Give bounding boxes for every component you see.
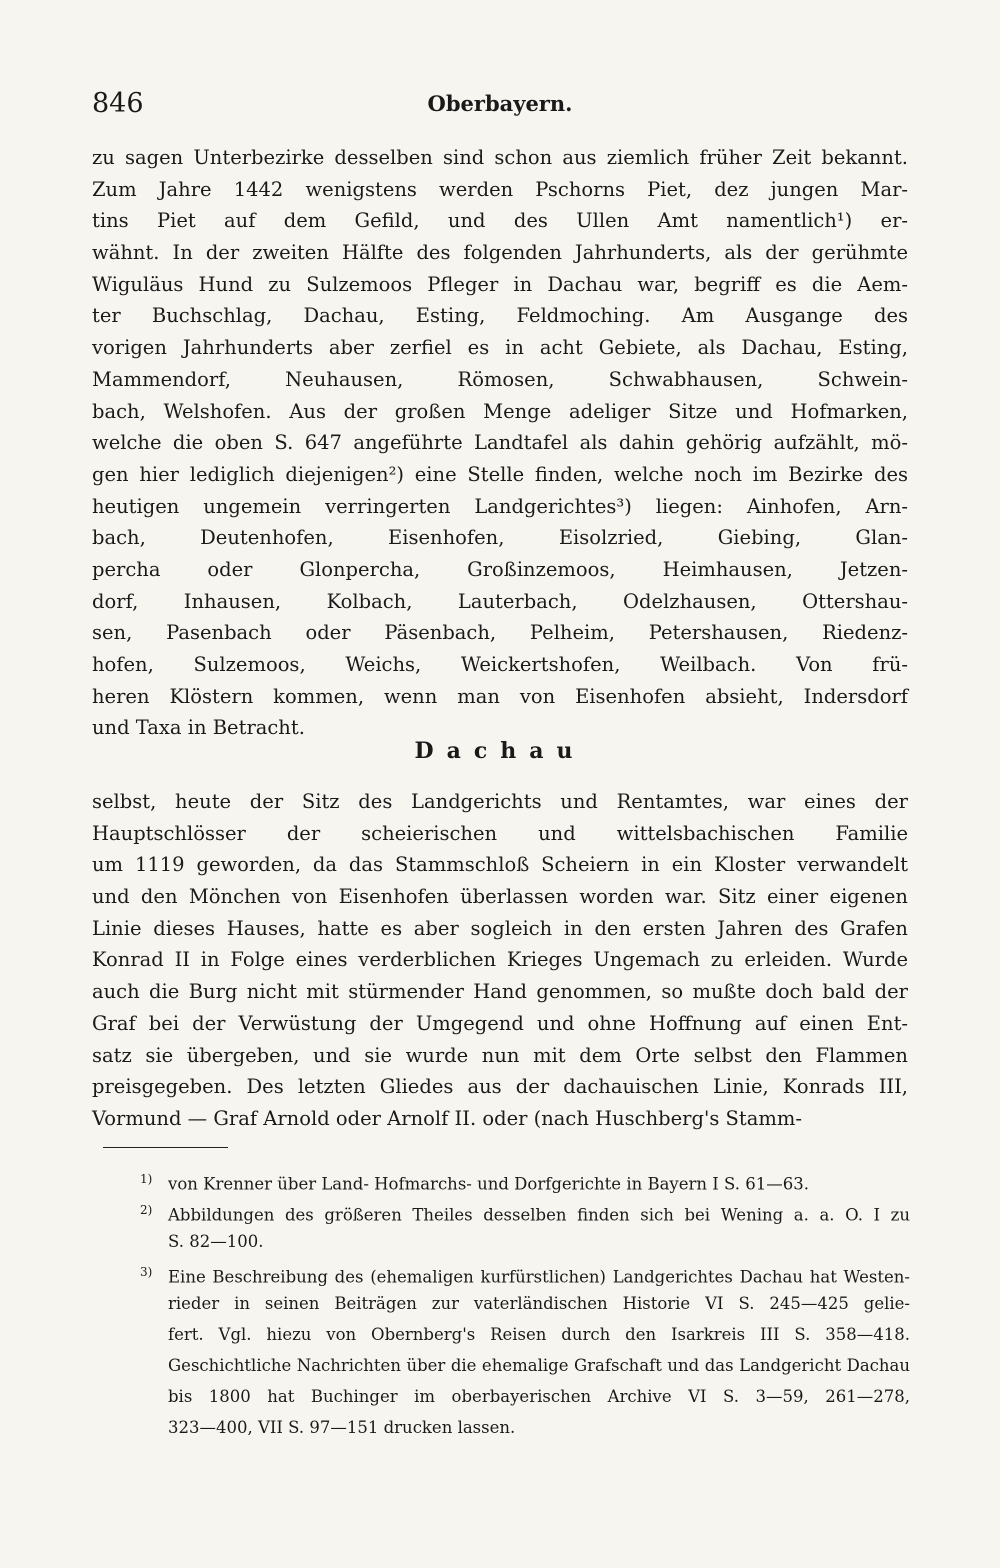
footnote-text: bis 1800 hat Buchinger im oberbayerischen Archive VI S. 3—59, 261—278,: [168, 1387, 910, 1406]
text-line: Wiguläus Hund zu Sulzemoos Pfleger in Dachau war, begriff es die Aem-: [92, 272, 908, 296]
footnote-marker: 1): [140, 1172, 153, 1186]
footnote-text: fert. Vgl. hiezu von Obernberg's Reisen durch den Isarkreis III S. 358—418.: [168, 1325, 910, 1344]
text-line: auch die Burg nicht mit stürmender Hand genommen, so mußte doch bald der: [92, 980, 908, 1004]
text-line: dorf, Inhausen, Kolbach, Lauterbach, Odelzhausen, Ottershau-: [92, 589, 908, 613]
text-line: Mammendorf, Neuhausen, Römosen, Schwabhausen, Schwein-: [92, 367, 908, 391]
main-paragraph: [92, 142, 908, 744]
footnote-text: Geschichtliche Nachrichten über die ehemalige Grafschaft und das Landgericht Dachau: [168, 1356, 910, 1375]
text-line: und den Mönchen von Eisenhofen überlassen worden war. Sitz einer eigenen: [92, 885, 908, 909]
text-line: hofen, Sulzemoos, Weichs, Weickertshofen, Weilbach. Von frü-: [92, 653, 908, 676]
text-line: bach, Deutenhofen, Eisenhofen, Eisolzried, Giebing, Glan-: [92, 526, 908, 550]
text-line: heren Klöstern kommen, wenn man von Eisenhofen absieht, Indersdorf: [92, 684, 908, 708]
footnote-text: Abbildungen des größeren Theiles desselben finden sich bei Wening a. a. O. I zu: [168, 1205, 910, 1225]
text-line: satz sie übergeben, und sie wurde nun mit dem Orte selbst den Flammen: [92, 1043, 908, 1067]
text-line: welche die oben S. 647 angeführte Landtafel als dahin gehörig aufzählt, mö-: [92, 431, 908, 455]
text-line: ter Buchschlag, Dachau, Esting, Feldmoching. Am Ausgange des: [92, 304, 908, 328]
section-heading: Dachau: [414, 738, 586, 764]
page-number: 846: [92, 88, 144, 119]
text-line: percha oder Glonpercha, Großinzemoos, Heimhausen, Jetzen-: [92, 557, 908, 581]
text-line: vorigen Jahrhunderts aber zerfiel es in acht Gebiete, als Dachau, Esting,: [92, 336, 908, 360]
footnote-text: 323—400, VII S. 97—151 drucken lassen.: [168, 1418, 516, 1437]
text-line: zu sagen Unterbezirke desselben sind schon aus ziemlich früher Zeit bekannt.: [92, 146, 908, 169]
footnote-line: [140, 1195, 910, 1226]
footnote-line: [140, 1350, 910, 1381]
footnote-text: rieder in seinen Beiträgen zur vaterländischen Historie VI S. 245—425 gelie-: [168, 1294, 910, 1313]
footnote-text: Eine Beschreibung des (ehemaligen kurfürstlichen) Landgerichtes Dachau hat Westen-: [168, 1267, 910, 1287]
footnote-marker: 2): [140, 1203, 153, 1217]
footnotes: [140, 1164, 910, 1443]
footnote-text: von Krenner über Land- Hofmarchs- und Dorfgerichte in Bayern I S. 61—63.: [168, 1174, 809, 1194]
text-line: heutigen ungemein verringerten Landgerichtes³) liegen: Ainhofen, Arn-: [92, 494, 908, 518]
text-line: bach, Welshofen. Aus der großen Menge adeliger Sitze und Hofmarken,: [92, 399, 908, 423]
footnote-line: [140, 1164, 910, 1195]
text-line: Hauptschlösser der scheierischen und wittelsbachischen Familie: [92, 821, 908, 845]
text-line: um 1119 geworden, da das Stammschloß Scheiern in ein Kloster verwandelt: [92, 853, 908, 877]
text-line: gen hier lediglich diejenigen²) eine Stelle finden, welche noch im Bezirke des: [92, 462, 908, 486]
footnote-text: S. 82—100.: [168, 1232, 264, 1251]
footnote-line: [140, 1288, 910, 1319]
running-head: [92, 88, 908, 128]
running-title: Oberbayern.: [427, 91, 573, 116]
text-line: sen, Pasenbach oder Päsenbach, Pelheim, Petershausen, Riedenz-: [92, 621, 908, 645]
footnote-marker: 3): [140, 1265, 153, 1279]
text-line: und Taxa in Betracht.: [92, 716, 305, 740]
footnote-line: [140, 1226, 910, 1257]
footnote-line: [140, 1257, 910, 1288]
text-line: selbst, heute der Sitz des Landgerichts und Rentamtes, war eines der: [92, 790, 908, 813]
text-line: wähnt. In der zweiten Hälfte des folgenden Jahrhunderts, als der gerühmte: [92, 241, 908, 265]
footnote-line: [140, 1381, 910, 1412]
footnote-line: [140, 1319, 910, 1350]
text-line: preisgegeben. Des letzten Gliedes aus der dachauischen Linie, Konrads III,: [92, 1075, 908, 1099]
footnote-divider: [103, 1147, 228, 1148]
footnote-line: [140, 1412, 910, 1443]
text-line: tins Piet auf dem Gefild, und des Ullen Amt namentlich¹) er-: [92, 209, 908, 233]
second-paragraph: [92, 786, 908, 1135]
text-line: Zum Jahre 1442 wenigstens werden Pschorns Piet, dez jungen Mar-: [92, 177, 908, 201]
text-line: Vormund — Graf Arnold oder Arnolf II. oder (nach Huschberg's Stamm-: [92, 1106, 802, 1130]
text-line: Linie dieses Hauses, hatte es aber sogleich in den ersten Jahren des Grafen: [92, 916, 908, 940]
text-line: Graf bei der Verwüstung der Umgegend und ohne Hoffnung auf einen Ent-: [92, 1011, 908, 1035]
text-line: Konrad II in Folge eines verderblichen Krieges Ungemach zu erleiden. Wurde: [92, 948, 908, 972]
